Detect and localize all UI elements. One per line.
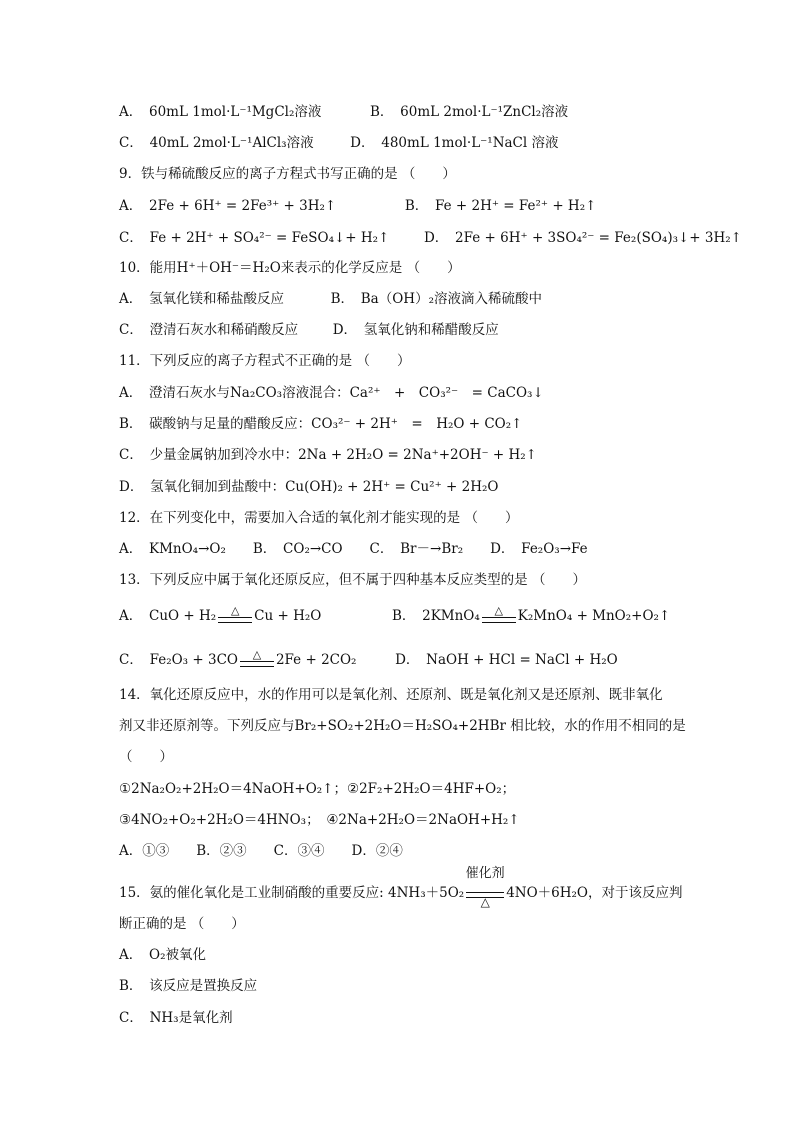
- q14-answer-parens: （ ）: [119, 749, 173, 765]
- q13-option-c-right: 2Fe + 2CO₂: [275, 652, 357, 668]
- q8-options-row1: [119, 102, 568, 122]
- q8-option-a: A． 60mL 1mol·L⁻¹MgCl₂溶液: [119, 104, 322, 120]
- q10-stem: 10．能用H⁺＋OH⁻＝H₂O来表示的化学反应是 （ ）: [119, 260, 461, 276]
- q9-option-c: C． Fe + 2H⁺ + SO₄²⁻ = FeSO₄↓+ H₂↑: [119, 230, 390, 246]
- q9-option-a: A． 2Fe + 6H⁺ = 2Fe³⁺ + 3H₂↑: [119, 198, 337, 214]
- q13-option-d: D． NaOH + HCl = NaCl + H₂O: [395, 652, 618, 668]
- q8-options-row2: [119, 133, 559, 153]
- q13-option-b-right: K₂MnO₄ + MnO₂+O₂↑: [517, 608, 671, 624]
- q15-stem-line2: 断正确的是 （ ）: [119, 916, 245, 932]
- q15-option-c: C． NH₃是氧化剂: [119, 1010, 233, 1026]
- q10-options-row2: [119, 320, 499, 340]
- q12-stem: 12．在下列变化中，需要加入合适的氧化剂才能实现的是 （ ）: [119, 510, 519, 526]
- q10-option-a: A． 氢氧化镁和稀盐酸反应: [119, 291, 284, 307]
- q8-option-c: C． 40mL 2mol·L⁻¹AlCl₃溶液: [119, 135, 314, 151]
- q10-option-c: C． 澄清石灰水和稀硝酸反应: [119, 322, 299, 338]
- q15-stem-left: 15．氨的催化氧化是工业制硝酸的重要反应: 4NH₃＋5O₂: [119, 884, 465, 901]
- q10-option-d: D． 氢氧化钠和稀醋酸反应: [332, 322, 499, 338]
- q10-option-b: B． Ba（OH）₂溶液滴入稀硫酸中: [330, 291, 542, 307]
- q14-stem-line1: 14．氧化还原反应中，水的作用可以是氧化剂、还原剂、既是氧化剂又是还原剂、既非氧化: [119, 687, 663, 703]
- q15-stem-line1: [119, 866, 683, 909]
- q13-options-row2: [119, 647, 618, 671]
- q9-stem: 9．铁与稀硫酸反应的离子方程式书写正确的是 （ ）: [119, 166, 456, 182]
- q11-stem: 11．下列反应的离子方程式不正确的是 （ ）: [119, 353, 411, 369]
- q11-option-a: A． 澄清石灰水与Na₂CO₃溶液混合：Ca²⁺ + CO₃²⁻ = CaCO₃↓: [119, 385, 544, 401]
- q14-reactions-3-4: ③4NO₂+O₂+2H₂O＝4HNO₃； ④2Na+2H₂O＝2NaOH+H₂↑: [119, 812, 520, 828]
- q12-options: A． KMnO₄→O₂ B． CO₂→CO C． Br－→Br₂ D． Fe₂O₃→Fe: [119, 541, 588, 557]
- q13-option-c-left: C． Fe₂O₃ + 3CO: [119, 652, 238, 668]
- q13-option-a-left: A． CuO + H₂: [119, 608, 217, 624]
- q14-stem-line2: 剂又非还原剂等。下列反应与Br₂+SO₂+2H₂O＝H₂SO₄+2HBr 相比较，水的作用不相同的是: [119, 718, 686, 734]
- q9-options-row2: [119, 228, 742, 248]
- q13-option-b-left: B． 2KMnO₄: [391, 608, 480, 624]
- q9-option-d: D． 2Fe + 6H⁺ + 3SO₄²⁻ = Fe₂(SO₄)₃↓+ 3H₂↑: [423, 230, 742, 246]
- q14-reactions-1-2: ①2Na₂O₂+2H₂O＝4NaOH+O₂↑；②2F₂+2H₂O＝4HF+O₂；: [119, 781, 516, 797]
- q8-option-b: B． 60mL 2mol·L⁻¹ZnCl₂溶液: [369, 104, 569, 120]
- q15-stem-right: 4NO＋6H₂O，对于该反应判: [506, 884, 683, 901]
- q14-options: A．①③ B．②③ C．③④ D．②④: [119, 843, 403, 859]
- q11-option-c: C． 少量金属钠加到冷水中：2Na + 2H₂O = 2Na⁺+2OH⁻ + H₂↑: [119, 447, 537, 463]
- q15-option-a: A． O₂被氧化: [119, 947, 206, 963]
- q9-option-b: B． Fe + 2H⁺ = Fe²⁺ + H₂↑: [404, 198, 597, 214]
- q13-option-a-right: Cu + H₂O: [254, 608, 322, 624]
- heat-equals-sign: △: [216, 607, 254, 627]
- q11-option-d: D． 氢氧化铜加到盐酸中：Cu(OH)₂ + 2H⁺ = Cu²⁺ + 2H₂O: [119, 479, 499, 495]
- q8-option-d: D． 480mL 1mol·L⁻¹NaCl 溶液: [350, 135, 559, 151]
- q10-options-row1: [119, 289, 542, 309]
- q9-options-row1: [119, 196, 596, 216]
- q15-option-b: B． 该反应是置换反应: [119, 978, 258, 994]
- q11-option-b: B． 碳酸钠与足量的醋酸反应：CO₃²⁻ + 2H⁺ = H₂O + CO₂↑: [119, 416, 523, 432]
- q13-options-row1: [119, 603, 671, 627]
- q13-stem: 13．下列反应中属于氧化还原反应，但不属于四种基本反应类型的是 （ ）: [119, 572, 586, 588]
- heat-equals-sign: △: [480, 607, 518, 627]
- heat-equals-sign: △: [238, 651, 276, 671]
- catalyst-heat-equals-sign: 催化剂 △: [465, 866, 505, 909]
